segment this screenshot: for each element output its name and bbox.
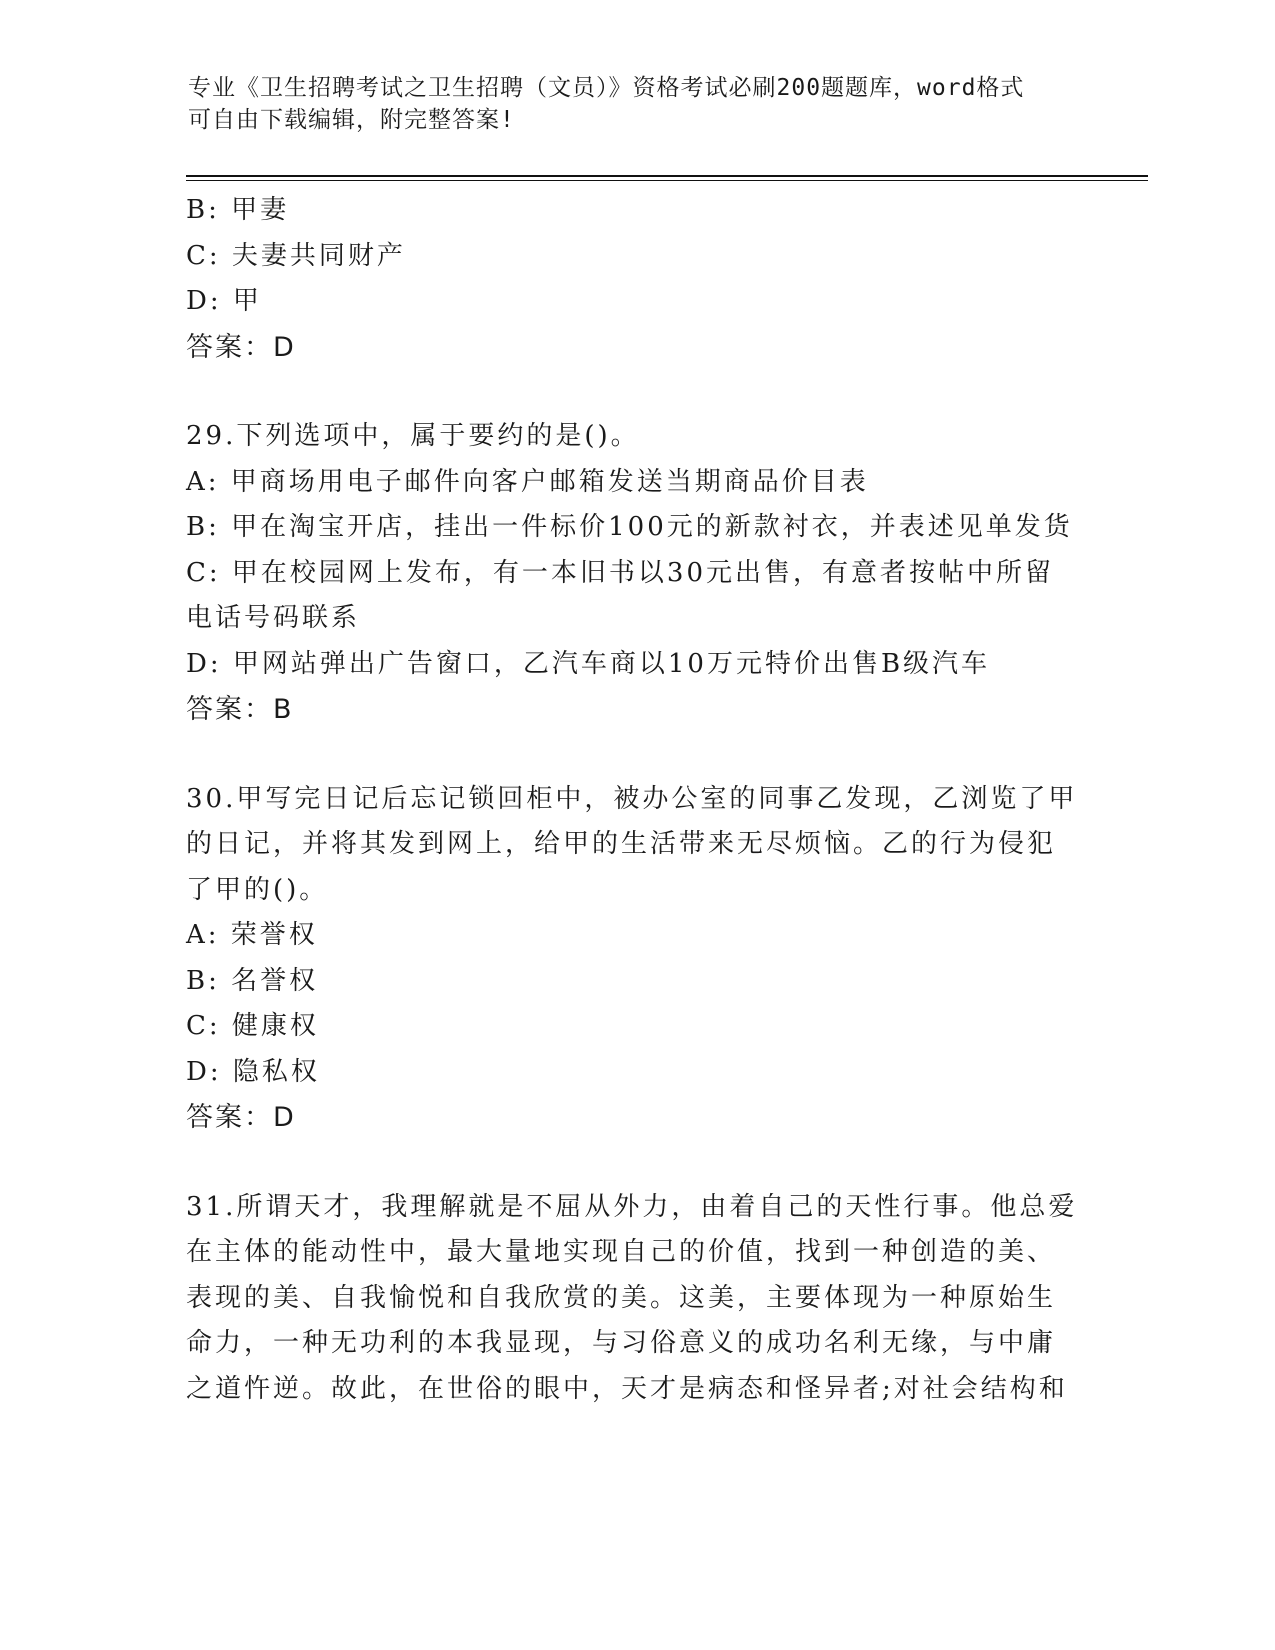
header-divider-thick [186, 175, 1148, 177]
option-c-continued: 电话号码联系 [186, 603, 361, 633]
option-a: A: 荣誉权 [186, 920, 318, 950]
question-text-line-3: 表现的美、自我愉悦和自我欣赏的美。这美，主要体现为一种原始生 [186, 1282, 1057, 1313]
question-text-line-2: 在主体的能动性中，最大量地实现自己的价值，找到一种创造的美、 [186, 1237, 1057, 1267]
header-divider-thin [186, 180, 1148, 181]
answer-label: 答案：B [186, 694, 294, 725]
question-text-line-4: 命力，一种无功利的本我显现，与习俗意义的成功名利无缘，与中庸 [186, 1328, 1057, 1358]
question-31 [186, 1185, 1078, 1413]
question-30 [186, 777, 1078, 1141]
option-a: A: 甲商场用电子邮件向客户邮箱发送当期商品价目表 [186, 466, 869, 497]
page-header [188, 72, 1068, 136]
question-text: 29.下列选项中，属于要约的是()。 [186, 421, 640, 451]
option-d: D: 甲 [186, 286, 262, 316]
question-text-line-3: 了甲的()。 [186, 874, 329, 905]
spacer [186, 370, 1066, 414]
option-b: B: 甲妻 [186, 195, 290, 225]
option-c: C: 健康权 [186, 1011, 319, 1041]
option-b: B: 甲在淘宝开店，挂出一件标价100元的新款衬衣，并表述见单发货 [186, 512, 1073, 542]
option-d: D: 甲网站弹出广告窗口，乙汽车商以10万元特价出售B级汽车 [186, 648, 991, 679]
spacer [186, 1141, 1066, 1185]
question-text-line-2: 的日记，并将其发到网上，给甲的生活带来无尽烦恼。乙的行为侵犯 [186, 829, 1057, 859]
option-c: C: 甲在校园网上发布，有一本旧书以30元出售，有意者按帖中所留 [186, 557, 1055, 588]
option-c: C: 夫妻共同财产 [186, 240, 406, 271]
question-text-line-1: 31.所谓天才，我理解就是不屈从外力，由着自己的天性行事。他总爱 [186, 1191, 1078, 1222]
answer-label: 答案：D [186, 331, 296, 363]
spacer [186, 733, 1066, 777]
option-b: B: 名誉权 [186, 965, 319, 996]
header-line-1: 专业《卫生招聘考试之卫生招聘（文员）》资格考试必刷200题题库，word格式 [188, 75, 1025, 101]
answer-label: 答案：D [186, 1102, 296, 1133]
question-content [186, 188, 1078, 1412]
question-text-line-5: 之道忤逆。故此，在世俗的眼中，天才是病态和怪异者;对社会结构和 [186, 1373, 1068, 1404]
option-d: D: 隐私权 [186, 1056, 320, 1087]
question-28 [186, 188, 1066, 370]
header-line-2: 可自由下载编辑，附完整答案! [188, 107, 515, 133]
question-29 [186, 414, 1073, 733]
question-text-line-1: 30.甲写完日记后忘记锁回柜中，被办公室的同事乙发现，乙浏览了甲 [186, 783, 1078, 814]
